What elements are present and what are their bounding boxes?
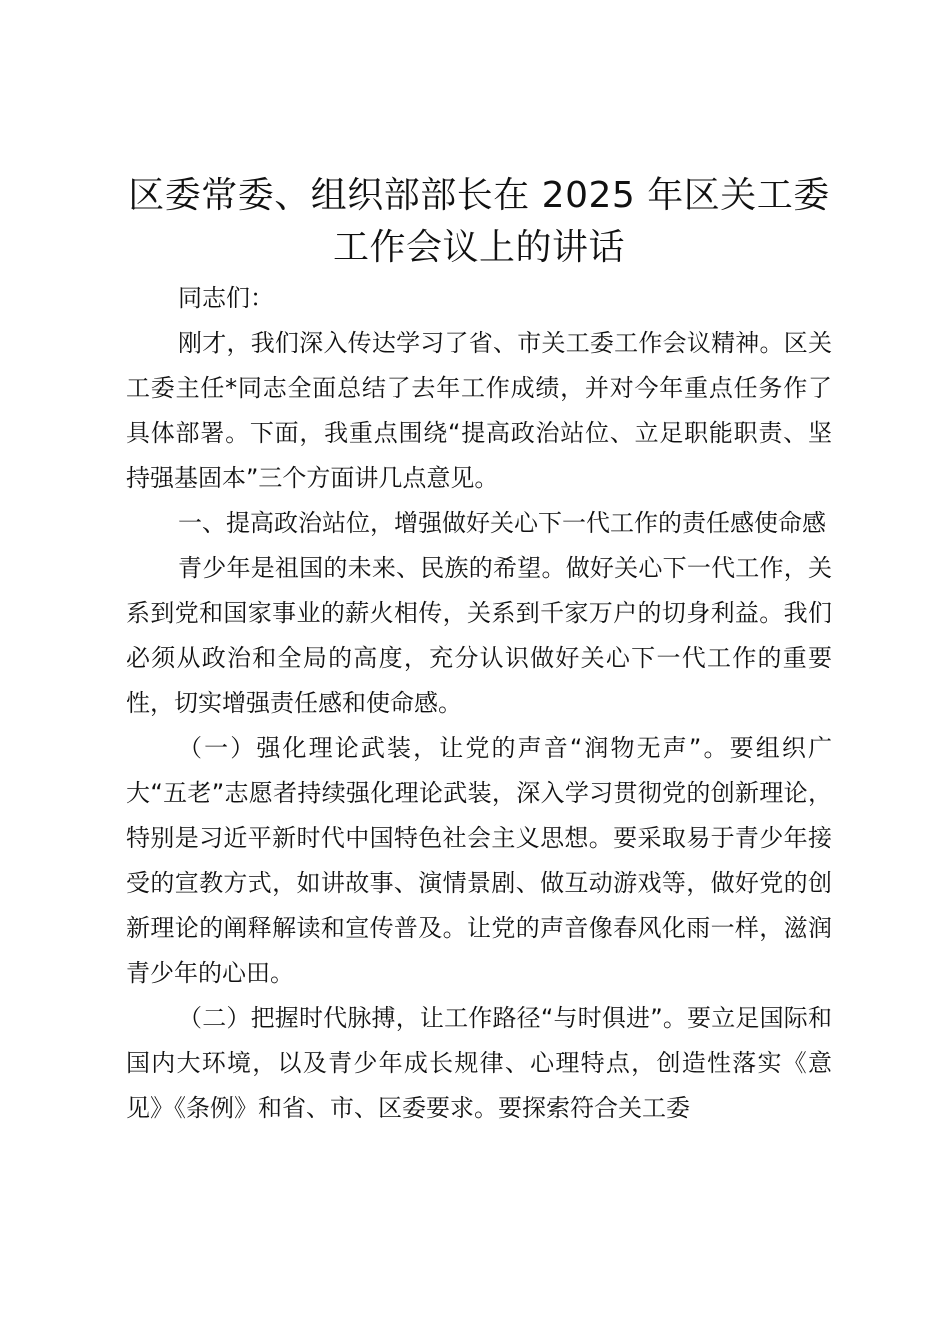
subsection-1-paragraph: （一）强化理论武装，让党的声音“润物无声”。要组织广大“五老”志愿者持续强化理论武装，深入学习贯彻党的创新理论，特别是习近平新时代中国特色社会主义思想。要采取易于青少年接受的宣教方式，如讲故事、演情景剧、做互动游戏等，做好党的创新理论的阐释解读和宣传普及。让党的声音像春风化雨一样，滋润青少年的心田。 (126, 734, 832, 987)
document-body (126, 276, 832, 1131)
section-heading-1: 一、提高政治站位，增强做好关心下一代工作的责任感使命感 (178, 509, 826, 537)
intro-paragraph: 刚才，我们深入传达学习了省、市关工委工作会议精神。区关工委主任*同志全面总结了去年工作成绩，并对今年重点任务作了具体部署。下面，我重点围绕“提高政治站位、立足职能职责、坚持强基固本”三个方面讲几点意见。 (126, 329, 832, 492)
document-title: 区委常委、组织部部长在 2025 年区关工委工作会议上的讲话 (128, 175, 830, 268)
subsection-2-paragraph: （二）把握时代脉搏，让工作路径“与时俱进”。要立足国际和国内大环境，以及青少年成长规律、心理特点，创造性落实《意见》《条例》和省、市、区委要求。要探索符合关工委 (126, 1004, 832, 1122)
salutation: 同志们： (178, 284, 274, 312)
section-1-paragraph: 青少年是祖国的未来、民族的希望。做好关心下一代工作，关系到党和国家事业的薪火相传，关系到千家万户的切身利益。我们必须从政治和全局的高度，充分认识做好关心下一代工作的重要性，切实增强责任感和使命感。 (126, 554, 832, 717)
